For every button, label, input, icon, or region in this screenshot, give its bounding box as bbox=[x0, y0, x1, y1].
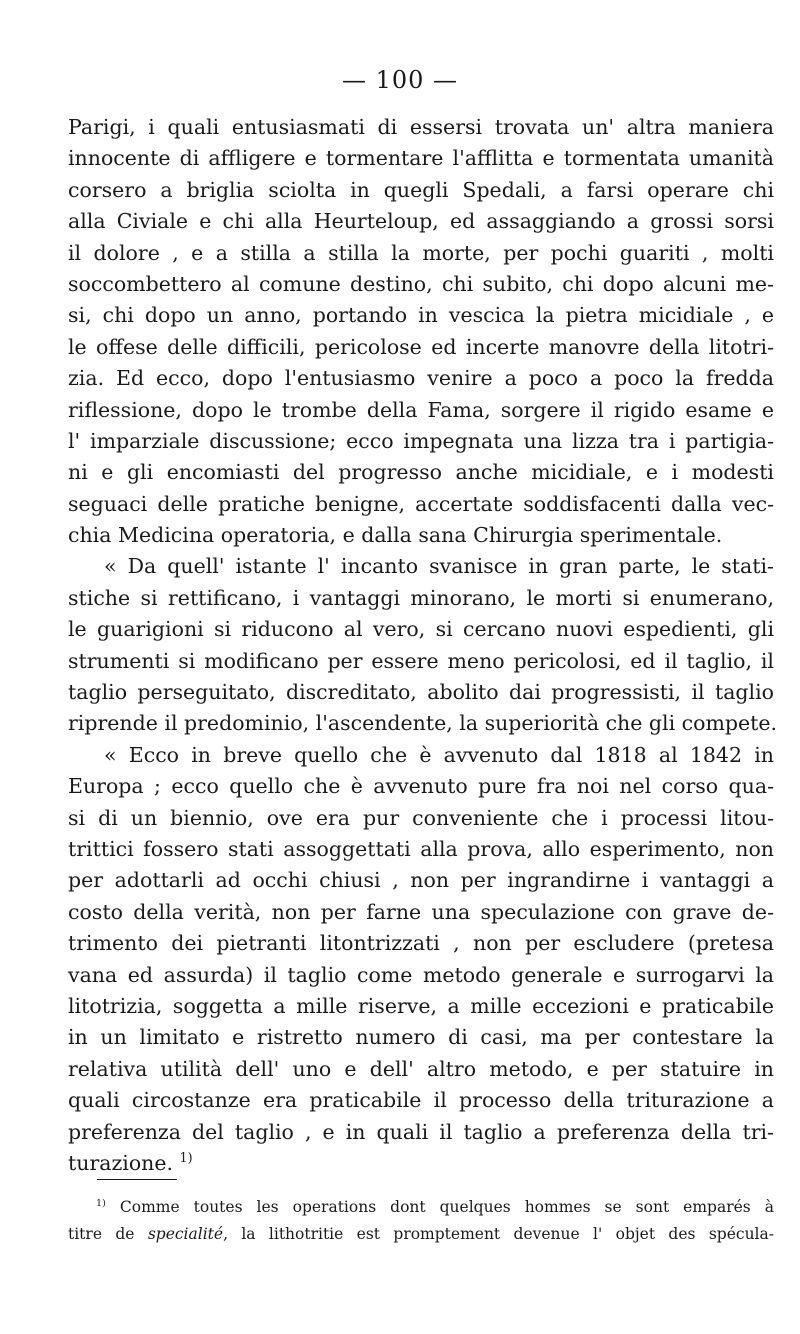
text-line: trittici fossero stati assoggettati alla prova, allo esperimento, non bbox=[68, 836, 774, 861]
text-line: soccombettero al comune destino, chi subito, chi dopo alcuni me- bbox=[68, 271, 774, 296]
page-number: — 100 — bbox=[341, 66, 459, 94]
text-line: si, chi dopo un anno, portando in vescica la pietra micidiale , e bbox=[68, 303, 774, 328]
text-line: le offese delle difficili, pericolose ed incerte manovre della litotri- bbox=[68, 334, 774, 359]
text-line: seguaci delle pratiche benigne, accertate soddisfacenti dalla vec- bbox=[68, 491, 774, 516]
text-line: litotrizia, soggetta a mille riserve, a mille eccezioni e praticabile bbox=[68, 993, 774, 1018]
text-line: relativa utilità dell' uno e dell' altro metodo, e per statuire in bbox=[68, 1056, 774, 1081]
text-line: costo della verità, non per farne una speculazione con grave de- bbox=[68, 899, 774, 924]
text-line: innocente di affligere e tormentare l'afflitta e tormentata umanità bbox=[68, 146, 774, 171]
text-line-last-content: turazione. bbox=[68, 1150, 174, 1175]
text-line: si di un biennio, ove era pur conveniente che i processi litou- bbox=[68, 805, 774, 830]
text-line: vana ed assurda) il taglio come metodo generale e surrogarvi la bbox=[68, 962, 774, 987]
text-line: corsero a briglia sciolta in quegli Spedali, a farsi operare chi bbox=[68, 177, 774, 202]
text-line: le guarigioni si riducono al vero, si cercano nuovi espedienti, gli bbox=[68, 617, 774, 642]
text-line: in un limitato e ristretto numero di casi, ma per contestare la bbox=[68, 1025, 774, 1050]
text-line: taglio perseguitato, discreditato, abolito dai progressisti, il taglio bbox=[68, 680, 774, 705]
italic-word: specialité bbox=[147, 1225, 224, 1243]
footnote bbox=[68, 1194, 774, 1248]
text-line: chia Medicina operatoria, e dalla sana Chirurgia sperimentale. bbox=[68, 523, 723, 548]
text-line: riprende il predominio, l'ascendente, la superiorità che gli compete. bbox=[68, 711, 778, 736]
text-line: stiche si rettificano, i vantaggi minorano, le morti si enumerano, bbox=[68, 585, 774, 610]
text-line: alla Civiale e chi alla Heurteloup, ed assaggiando a grossi sorsi bbox=[68, 209, 774, 234]
text-line: ni e gli encomiasti del progresso anche micidiale, e i modesti bbox=[68, 460, 774, 485]
text-line: riflessione, dopo le trombe della Fama, sorgere il rigido esame e bbox=[68, 397, 774, 422]
text-line: zia. Ed ecco, dopo l'entusiasmo venire a poco a poco la fredda bbox=[68, 366, 774, 391]
footnote-divider bbox=[97, 1179, 177, 1180]
text-line: quali circostanze era praticabile il processo della triturazione a bbox=[68, 1088, 774, 1113]
text-line-last bbox=[68, 1148, 774, 1179]
text-line: strumenti si modificano per essere meno pericolosi, ed il taglio, il bbox=[68, 648, 774, 673]
text-line: Parigi, i quali entusiasmati di essersi trovata un' altra maniera bbox=[68, 115, 774, 139]
text-line: l' imparziale discussione; ecco impegnata una lizza tra i partigia- bbox=[68, 428, 774, 453]
text-line: preferenza del taglio , e in quali il taglio a preferenza della tri- bbox=[68, 1119, 774, 1144]
body-text bbox=[68, 112, 778, 1179]
footnote-line bbox=[68, 1194, 774, 1221]
footnote-marker: 1) bbox=[96, 1197, 106, 1209]
footnote-reference: 1) bbox=[179, 1150, 193, 1166]
footnote-line: titre de specialité, la lithotritie est promptement devenue l' objet des spécula- bbox=[68, 1225, 774, 1243]
text-line: il dolore , e a stilla a stilla la morte, per pochi guariti , molti bbox=[68, 240, 774, 265]
text-line: trimento dei pietranti litontrizzati , non per escludere (pretesa bbox=[68, 931, 774, 956]
text-line: per adottarli ad occhi chiusi , non per ingrandirne i vantaggi a bbox=[68, 868, 774, 893]
text-line: « Da quell' istante l' incanto svanisce in gran parte, le stati- bbox=[104, 554, 774, 579]
text-line: « Ecco in breve quello che è avvenuto dal 1818 al 1842 in bbox=[104, 742, 774, 767]
footnote-text: Comme toutes les operations dont quelques hommes se sont emparés à bbox=[119, 1198, 774, 1216]
text-line: Europa ; ecco quello che è avvenuto pure fra noi nel corso qua- bbox=[68, 774, 774, 799]
